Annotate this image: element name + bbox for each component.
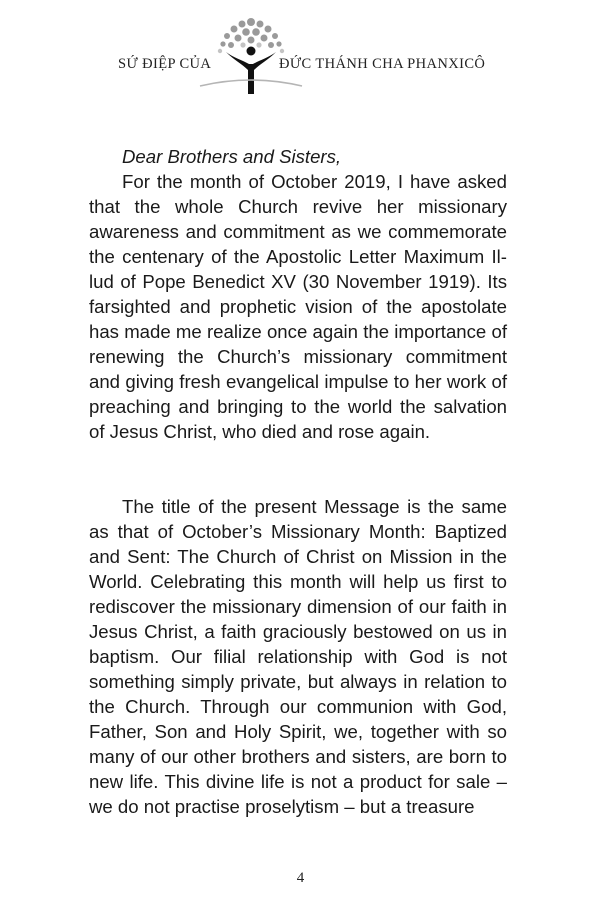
page-header xyxy=(0,0,601,110)
paragraph-spacer xyxy=(89,444,507,494)
page-number: 4 xyxy=(296,870,305,886)
message-body xyxy=(89,144,507,819)
header-left-text: SỨ ĐIỆP CỦA xyxy=(118,56,212,72)
salutation: Dear Brothers and Sisters, xyxy=(122,146,342,167)
paragraph-1: For the month of October 2019, I have asked that the whole Church revive her missionary awareness and commitment as we commemorate the centenary of the Apostolic Letter Maximum Il-lud of Pope Benedict XV (30 November 1919). Its farsighted and prophetic vision of the apostolate has made me realize once again the importance of renewing the Church’s missionary commitment and giving fresh evangelical impulse to her work of preaching and bringing to the world the salvation of Jesus Christ, who died and rose again. xyxy=(89,171,507,442)
paragraph-2: The title of the present Message is the same as that of October’s Missionary Month: Baptized and Sent: The Church of Christ on Mission in the World. Celebrating this month will help us first to rediscover the missionary dimension of our faith in Jesus Christ, a faith graciously bestowed on us in baptism. Our filial relationship with God is not something simply private, but always in relation to the Church. Through our communion with God, Father, Son and Holy Spirit, we, together with so many of our other brothers and sisters, are born to new life. This divine life is not a product for sale – we do not practise proselytism – but a treasure xyxy=(89,496,507,817)
header-right-text: ĐỨC THÁNH CHA PHANXICÔ xyxy=(279,56,486,72)
